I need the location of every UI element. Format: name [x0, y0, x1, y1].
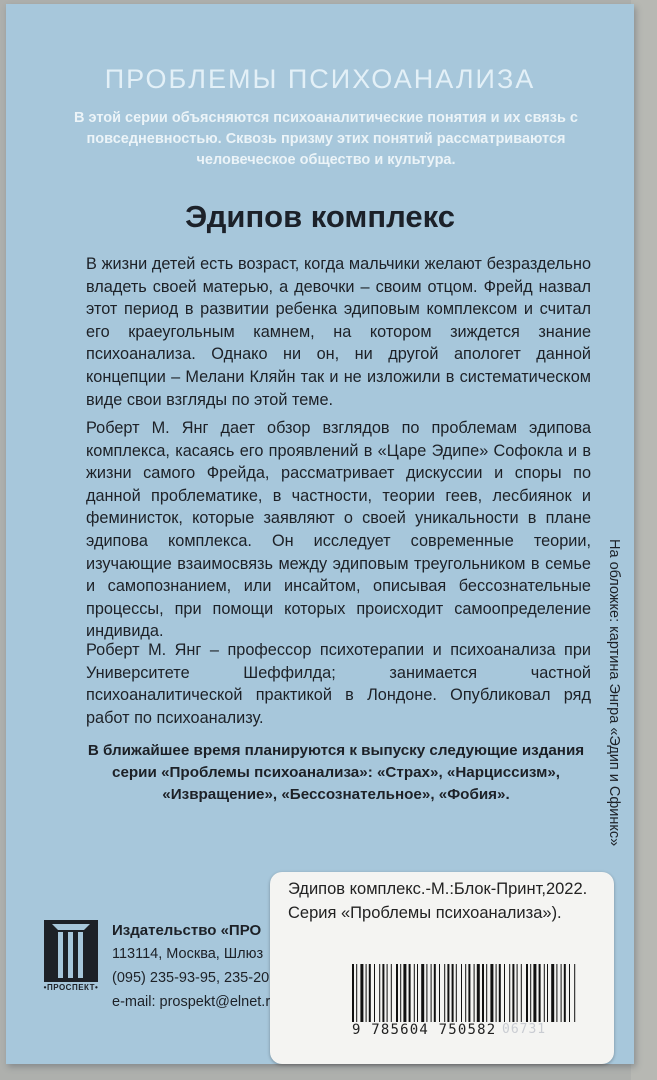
barcode-bar [569, 964, 570, 1022]
barcode-bar [547, 964, 548, 1022]
barcode-bar [379, 964, 380, 1022]
price-sticker [270, 872, 614, 1064]
annotation-paragraph-1: В жизни детей есть возраст, когда мальчики желают безраздельно владеть своей матерью, а девочки – своим отцом. Фрейд назвал этот период в развитии ребенка эдиповым комплексом и считал его краеугольным камнем, на котором зиждется знание психоанализа. Однако ни он, ни другой апологет данной концепции – Мелани Кляйн так и не изложили в систематическом виде свои взгляды по этой теме. [86, 255, 591, 409]
barcode-bar [452, 964, 454, 1022]
barcode-bar [403, 964, 406, 1022]
barcode-bar [556, 964, 557, 1022]
barcode-bar [439, 964, 440, 1022]
series-description: В этой серии объясняются психоаналитические понятия и их связь с повседневностью. Сквозь призму этих понятий рассматриваются человеческое общество и культура. [74, 110, 578, 168]
barcode-bar [468, 964, 470, 1022]
barcode-bar [465, 964, 466, 1022]
barcode-bar [391, 964, 392, 1022]
publisher-address: 113114, Москва, Шлюз [112, 946, 264, 962]
barcode-bar [474, 964, 475, 1022]
book-title: Эдипов комплекс [185, 199, 455, 234]
barcode-bar [417, 964, 418, 1022]
barcode-bar [434, 964, 436, 1022]
barcode-bar [561, 964, 562, 1022]
barcode-bar [421, 964, 424, 1022]
barcode-bar [387, 964, 388, 1022]
barcode-bar [374, 964, 375, 1022]
barcode-bar [490, 964, 493, 1022]
ghost-barcode-digits: 06731 [502, 1022, 547, 1037]
barcode-bar [477, 964, 480, 1022]
barcode-bar [530, 964, 531, 1022]
sticker-bibliographic-text: Эдипов комплекс.-М.:Блок-Принт,2022. Серия «Проблемы психоанализа»). [288, 880, 588, 922]
barcode-bar [431, 964, 432, 1022]
barcode-bar [444, 964, 445, 1022]
barcode-bar [369, 964, 371, 1022]
author-bio-paragraph: Роберт М. Янг – профессор психотерапии и психоанализа при Университете Шеффилда; занимается частной психоаналитической практикой в Лондоне. Опубликовал ряд работ по психоанализу. [86, 641, 591, 727]
barcode-bar [426, 964, 427, 1022]
barcode-bar [360, 964, 363, 1022]
barcode-bar [504, 964, 505, 1022]
barcode-bar [499, 964, 501, 1022]
barcode-bar [496, 964, 497, 1022]
barcode-bar [461, 964, 462, 1022]
barcode-bar [539, 964, 541, 1022]
barcode-bar [352, 964, 354, 1022]
series-announcement: В ближайшее время планируются к выпуску следующие издания серии «Проблемы психоанализа»: «Страх», «Нарциссизм», «Извращение», «Бессознательное», «Фобия». [87, 742, 585, 803]
publisher-logo-icon [44, 920, 98, 982]
barcode-bar [456, 964, 457, 1022]
barcode-bar [533, 964, 536, 1022]
cover-art-credit: На обложке: картина Энгра «Эдип и Сфинкс» [606, 539, 622, 847]
barcode-bar [544, 964, 545, 1022]
barcode-bar [356, 964, 357, 1022]
publisher-phone: (095) 235-93-95, 235-20 [112, 970, 270, 986]
publisher-email: e-mail: prospekt@elnet.r [112, 994, 271, 1010]
barcode-bar [521, 964, 522, 1022]
barcode-bar [396, 964, 398, 1022]
barcode-bar [447, 964, 449, 1022]
publisher-name: Издательство «ПРО [112, 922, 262, 939]
barcode-bar [482, 964, 484, 1022]
table-surface [631, 0, 657, 1080]
barcode-bar [526, 964, 528, 1022]
barcode-bar [409, 964, 411, 1022]
barcode-bar [509, 964, 510, 1022]
barcode-bar [486, 964, 487, 1022]
barcode [350, 964, 580, 1022]
barcode-bar [517, 964, 518, 1022]
series-title: ПРОБЛЕМЫ ПСИХОАНАЛИЗА [104, 64, 536, 94]
publisher-logo-label: •ПРОСПЕКТ• [43, 983, 99, 992]
barcode-bar [382, 964, 384, 1022]
barcode-bar [512, 964, 514, 1022]
barcode-bar [574, 964, 575, 1022]
barcode-bar [551, 964, 554, 1022]
barcode-bar [400, 964, 401, 1022]
barcode-bar [414, 964, 415, 1022]
isbn-digits: 9 785604 750582 [352, 1022, 497, 1038]
barcode-bar [366, 964, 367, 1022]
barcode-bar [564, 964, 566, 1022]
annotation-paragraph-2: Роберт М. Янг дает обзор взглядов по проблемам эдипова комплекса, касаясь его проявлений в «Царе Эдипе» Софокла и в жизни самого Фрейда, рассматривает дискуссии и споры по данной проблематике, в частности, теории геев, лесбиянок и феминисток, которые заявляют о своей уникальности в плане эдипова комплекса. Он исследует современные теории, изучающие взаимосвязь между эдиповым треугольником в семье и самопознанием, или инсайтом, описывая бессознательные процессы, при помощи которых происходит самоопределение индивида. [86, 419, 591, 641]
